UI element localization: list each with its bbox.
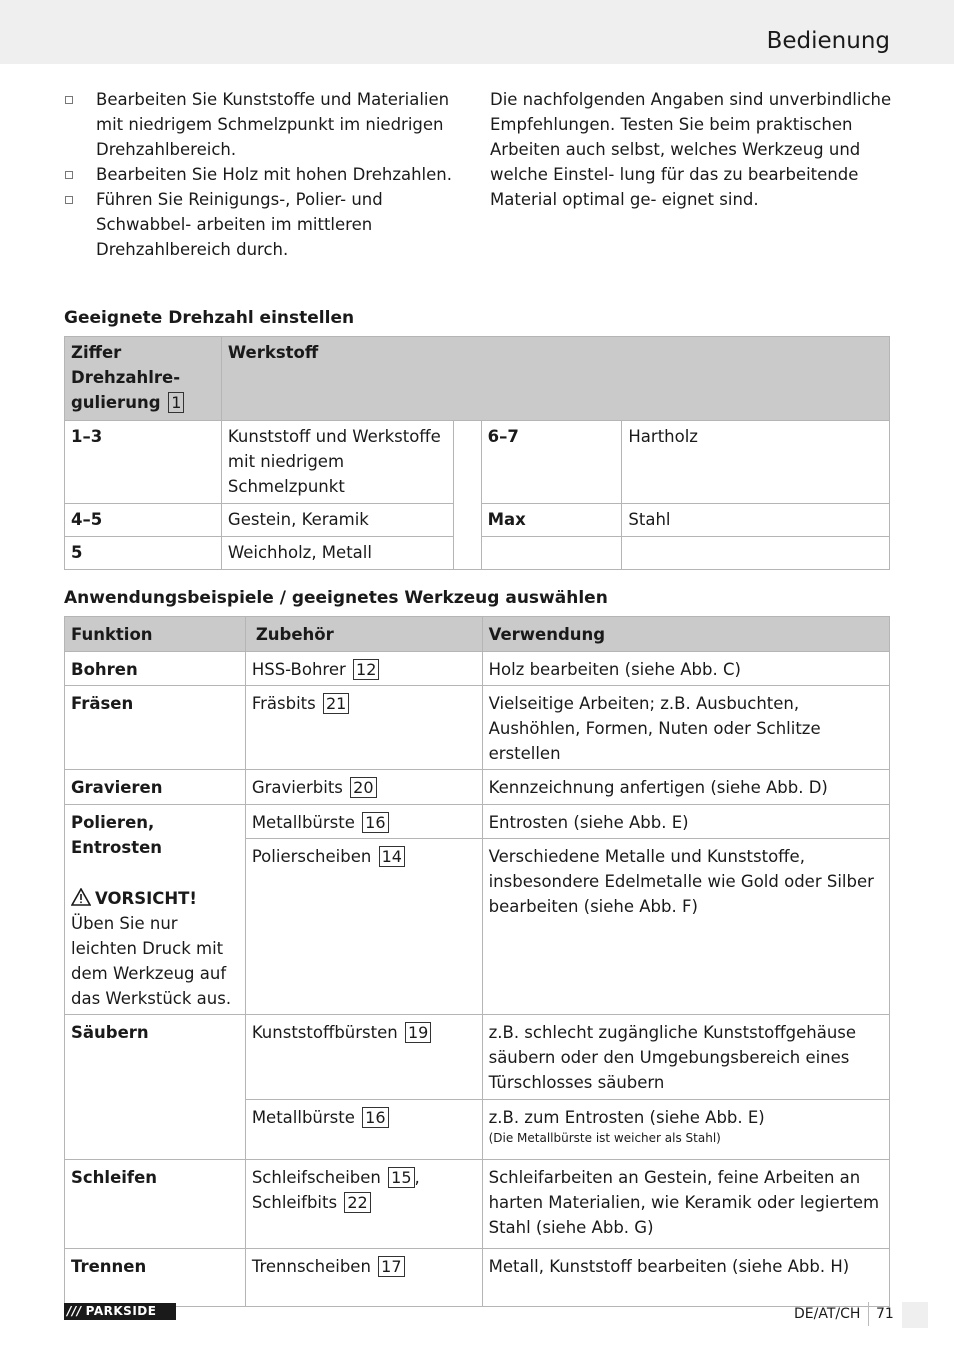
page-number: 71	[876, 1306, 894, 1322]
part-ref: 16	[362, 812, 388, 833]
speed-digit: 1–3	[65, 421, 222, 504]
accessory-cell: Polierscheiben 14	[245, 839, 482, 1015]
header-function: Funktion	[65, 617, 246, 652]
speed-digit: 4–5	[65, 504, 222, 537]
part-ref: 19	[405, 1022, 431, 1043]
accessory-cell: Gravierbits 20	[245, 770, 482, 805]
intro-note: Die nachfolgenden Angaben sind unverbindliche Empfehlungen. Testen Sie beim praktischen Arbeiten auch selbst, welches Werkzeug und welche Einstel- lung für das zu bearbeitende Material optimal ge- eignet sind.	[490, 90, 892, 209]
parkside-logo: /// PARKSIDE	[64, 1303, 176, 1320]
footer-divider	[868, 1302, 869, 1326]
table-row	[65, 1015, 890, 1100]
header-accessory: Zubehör	[245, 617, 482, 652]
usage-cell: Verschiedene Metalle und Kunststoffe, insbesondere Edelmetalle wie Gold oder Silber bearbeiten (siehe Abb. F)	[482, 839, 889, 1015]
warning-title: VORSICHT!	[71, 886, 239, 911]
usage-cell: z.B. schlecht zugängliche Kunststoffgehäuse säubern oder den Umgebungsbereich eines Türschlosses säubern	[482, 1015, 889, 1100]
usage-cell: Kennzeichnung anfertigen (siehe Abb. D)	[482, 770, 889, 805]
table-row	[65, 1249, 890, 1307]
warning-triangle-icon	[71, 888, 91, 906]
speed-material: Gestein, Keramik	[221, 504, 453, 537]
function-cell: Trennen	[65, 1249, 246, 1307]
footer-language: DE/AT/CH	[794, 1306, 861, 1322]
speed-material: Stahl	[622, 504, 890, 537]
function-cell: Gravieren	[65, 770, 246, 805]
part-ref: 1	[168, 392, 184, 413]
speed-material	[622, 537, 890, 570]
function-cell: Bohren	[65, 652, 246, 686]
function-cell: Fräsen	[65, 686, 246, 770]
function-cell: Polieren, Entrosten VORSICHT! Üben Sie nur leichten Druck mit dem Werkzeug auf das Werkstück aus.	[65, 805, 246, 1015]
table-row	[65, 770, 890, 805]
table-row	[65, 805, 890, 839]
table-row	[65, 686, 890, 770]
table-row	[65, 421, 890, 504]
speed-material: Kunststoff und Werkstoffe mit niedrigem Schmelzpunkt	[221, 421, 453, 504]
header-usage: Verwendung	[482, 617, 889, 652]
application-table	[64, 616, 890, 1307]
application-section-heading: Anwendungsbeispiele / geeignetes Werkzeug auswählen	[64, 588, 608, 608]
usage-cell: z.B. zum Entrosten (siehe Abb. E) (Die Metallbürste ist weicher als Stahl)	[482, 1100, 889, 1160]
speed-material: Hartholz	[622, 421, 890, 504]
part-ref: 20	[350, 777, 376, 798]
bullet-item: Bearbeiten Sie Holz mit hohen Drehzahlen.	[64, 162, 464, 187]
table-gap	[453, 537, 481, 570]
accessory-cell: Schleifscheiben 15 , Schleifbits 22	[245, 1160, 482, 1249]
table-header-row	[65, 337, 890, 421]
accessory-cell: Trennscheiben 17	[245, 1249, 482, 1307]
part-ref: 21	[323, 693, 349, 714]
part-ref: 12	[353, 659, 379, 680]
table-gap	[453, 421, 481, 504]
bullet-item: Führen Sie Reinigungs-, Polier- und Schwabbel- arbeiten im mittleren Drehzahlbereich durch.	[64, 187, 464, 262]
accessory-cell: Metallbürste 16	[245, 1100, 482, 1160]
warning-text: Üben Sie nur leichten Druck mit dem Werkzeug auf das Werkstück aus.	[71, 914, 232, 1008]
table-row	[65, 504, 890, 537]
part-ref: 17	[378, 1256, 404, 1277]
part-ref: 15	[388, 1167, 414, 1188]
usage-cell: Entrosten (siehe Abb. E)	[482, 805, 889, 839]
usage-cell: Vielseitige Arbeiten; z.B. Ausbuchten, Aushöhlen, Formen, Nuten oder Schlitze erstellen	[482, 686, 889, 770]
speed-digit: 6–7	[481, 421, 622, 504]
table-row	[65, 1160, 890, 1249]
intro-bullets	[64, 87, 464, 262]
speed-material: Weichholz, Metall	[221, 537, 453, 570]
footer-tab	[902, 1302, 928, 1328]
speed-digit: Max	[481, 504, 622, 537]
usage-cell: Holz bearbeiten (siehe Abb. C)	[482, 652, 889, 686]
header-digit: Ziffer Drehzahlre- gulierung 1	[65, 337, 222, 421]
usage-cell: Schleifarbeiten an Gestein, feine Arbeiten an harten Materialien, wie Keramik oder legiertem Stahl (siehe Abb. G)	[482, 1160, 889, 1249]
table-gap	[453, 504, 481, 537]
speed-digit: 5	[65, 537, 222, 570]
checkbox-bullet-icon	[65, 196, 73, 204]
table-row	[65, 652, 890, 686]
header-material: Werkstoff	[221, 337, 889, 421]
accessory-cell: HSS-Bohrer 12	[245, 652, 482, 686]
accessory-cell: Fräsbits 21	[245, 686, 482, 770]
checkbox-bullet-icon	[65, 171, 73, 179]
bullet-item: Bearbeiten Sie Kunststoffe und Materialien mit niedrigem Schmelzpunkt im niedrigen Drehzahlbereich.	[64, 87, 464, 162]
function-cell: Schleifen	[65, 1160, 246, 1249]
speed-digit	[481, 537, 622, 570]
function-cell: Säubern	[65, 1015, 246, 1160]
accessory-cell: Kunststoffbürsten 19	[245, 1015, 482, 1100]
checkbox-bullet-icon	[65, 96, 73, 104]
accessory-cell: Metallbürste 16	[245, 805, 482, 839]
table-header-row	[65, 617, 890, 652]
page-title: Bedienung	[766, 28, 890, 54]
part-ref: 22	[344, 1192, 370, 1213]
part-ref: 16	[362, 1107, 388, 1128]
usage-note: (Die Metallbürste ist weicher als Stahl)	[488, 1131, 721, 1145]
table-row	[65, 537, 890, 570]
speed-section-heading: Geeignete Drehzahl einstellen	[64, 308, 355, 328]
usage-cell: Metall, Kunststoff bearbeiten (siehe Abb. H)	[482, 1249, 889, 1307]
part-ref: 14	[379, 846, 405, 867]
speed-table	[64, 336, 890, 570]
